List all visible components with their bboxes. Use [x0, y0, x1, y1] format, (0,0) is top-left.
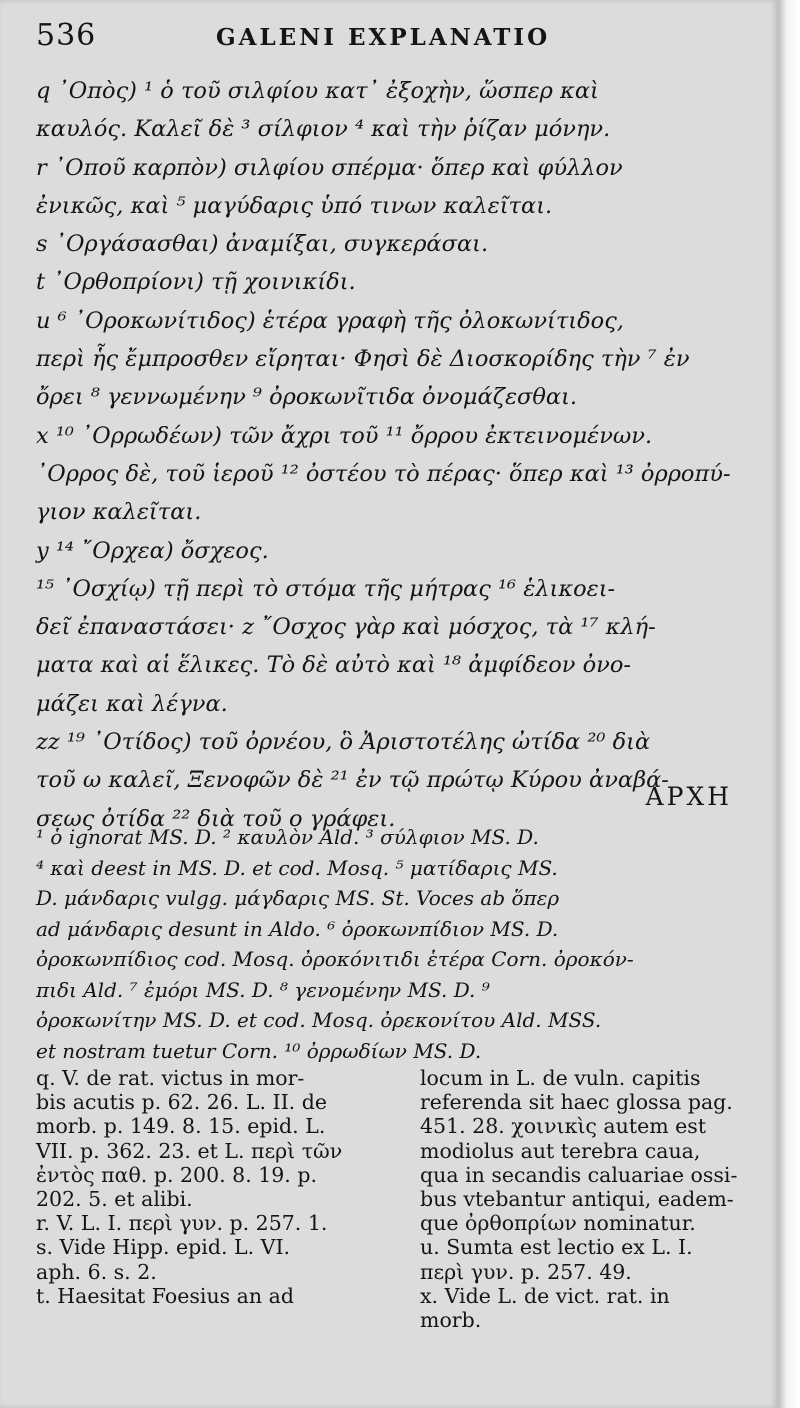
- text-line: περὶ ἧς ἔμπροσθεν εἴρηται· Φησὶ δὲ Διοσκορίδης τὴν ⁷ ἐν: [36, 346, 690, 373]
- note-line: 202. 5. et alibi.: [36, 1187, 193, 1212]
- text-line: y ¹⁴ ῎Ορχεα) ὄσχεος.: [36, 537, 269, 564]
- note-line: ἐντὸς παθ. p. 200. 8. 19. p.: [36, 1162, 317, 1187]
- text-line: ὄρει ⁸ γεννωμένην ⁹ ὀροκωνῖτιδα ὀνομάζεσθαι.: [36, 384, 578, 411]
- text-line: καυλός. Καλεῖ δὲ ³ σίλφιον ⁴ καὶ τὴν ῥίζαν μόνην.: [36, 116, 611, 143]
- text-line: σεως ὀτίδα ²² διὰ τοῦ ο γράφει.: [36, 805, 396, 832]
- text-line: ᾿Ορρος δὲ, τοῦ ἱεροῦ ¹² ὀστέου τὸ πέρας· ὅπερ καὶ ¹³ ὀρροπύ-: [36, 460, 731, 487]
- text-line: s ᾿Οργάσασθαι) ἀναμίξαι, συγκεράσαι.: [36, 231, 489, 258]
- note-line: que ὀρθοπρίων nominatur.: [420, 1211, 696, 1236]
- variant-line: D. μάνδαρις vulgg. μάγδαρις MS. St. Voces ab ὅπερ: [36, 886, 560, 910]
- text-line: ἐνικῶς, καὶ ⁵ μαγύδαρις ὑπό τινων καλεῖται.: [36, 192, 553, 219]
- note-line: morb.: [420, 1308, 482, 1333]
- note-line: aph. 6. s. 2.: [36, 1259, 157, 1284]
- text-line: x ¹⁰ ᾿Ορρωδέων) τῶν ἄχρι τοῦ ¹¹ ὄρρου ἐκτεινομένων.: [36, 422, 653, 449]
- variant-line: ad μάνδαρις desunt in Aldo. ⁶ ὀροκωνπίδιον MS. D.: [36, 916, 559, 941]
- variant-line: πιδι Ald. ⁷ ἐμόρι MS. D. ⁸ γενομένην MS. D. ⁹: [36, 977, 490, 1002]
- variant-readings: [36, 822, 756, 1066]
- note-line: r. V. L. I. περὶ γυν. p. 257. 1.: [36, 1211, 328, 1236]
- footnotes: [36, 1066, 766, 1396]
- text-line: zz ¹⁹ ᾿Οτίδος) τοῦ ὀρνέου, ὃ Ἀριστοτέλης ὠτίδα ²⁰ διὰ: [36, 729, 651, 756]
- note-line: q. V. de rat. victus in mor-: [36, 1066, 305, 1090]
- note-line: περὶ γυν. p. 257. 49.: [420, 1259, 632, 1284]
- note-line: t. Haesitat Foesius an ad: [36, 1283, 294, 1308]
- note-line: VII. p. 362. 23. et L. περὶ τῶν: [36, 1138, 343, 1163]
- note-line: referenda sit haec glossa pag.: [420, 1090, 733, 1115]
- page-number: 536: [36, 18, 97, 53]
- page-header: [36, 18, 756, 58]
- text-line: q ᾿Οπὸς) ¹ ὁ τοῦ σιλφίου κατ᾿ ἐξοχὴν, ὥσπερ καὶ: [36, 78, 599, 104]
- text-line: τοῦ ω καλεῖ, Ξενοφῶν δὲ ²¹ ἐν τῷ πρώτῳ Κύρου ἀναβά-: [36, 767, 669, 794]
- text-line: γιον καλεῖται.: [36, 499, 202, 526]
- text-line: μάζει καὶ λέγνα.: [36, 690, 228, 717]
- variant-line: ὀροκωνπίδιος cod. Mosq. ὀροκόνιτιδι ἑτέρα Corn. ὀροκόν-: [36, 947, 634, 971]
- variant-line: ⁴ καὶ deest in MS. D. et cod. Mosq. ⁵ ματίδαρις MS.: [36, 855, 558, 880]
- main-text-block: [36, 72, 748, 838]
- variant-line: et nostram tuetur Corn. ¹⁰ ὀρρωδίων MS. D.: [36, 1038, 482, 1063]
- running-title: GALENI EXPLANATIO: [216, 24, 551, 51]
- text-line: ματα καὶ αἱ ἕλικες. Τὸ δὲ αὐτὸ καὶ ¹⁸ ἀμφίδεον ὀνο-: [36, 652, 631, 679]
- note-line: u. Sumta est lectio ex L. I.: [420, 1235, 693, 1260]
- variant-line: ὀροκωνίτην MS. D. et cod. Mosq. ὀρεκονίτου Ald. MSS.: [36, 1008, 602, 1032]
- next-heading: ΑΡΧΗ: [645, 782, 732, 811]
- variant-line: ¹ ὁ ignorat MS. D. ² καυλὸν Ald. ³ σύλφιον MS. D.: [36, 825, 539, 849]
- text-line: δεῖ ἐπαναστάσει· z ῎Οσχος γὰρ καὶ μόσχος, τὰ ¹⁷ κλή-: [36, 614, 656, 641]
- note-line: locum in L. de vuln. capitis: [420, 1066, 701, 1090]
- footnotes-left-column: [36, 1066, 391, 1308]
- text-line: ¹⁵ ᾿Οσχίῳ) τῇ περὶ τὸ στόμα τῆς μήτρας ¹⁶ ἑλικοει-: [36, 575, 616, 602]
- note-line: modiolus aut terebra caua,: [420, 1138, 701, 1163]
- note-line: 451. 28. χοινικὶς autem est: [420, 1114, 707, 1139]
- note-line: bus vtebantur antiqui, eadem-: [420, 1187, 734, 1212]
- note-line: morb. p. 149. 8. 15. epid. L.: [36, 1114, 326, 1139]
- page-edge: [778, 0, 800, 1408]
- note-line: s. Vide Hipp. epid. L. VI.: [36, 1235, 291, 1260]
- text-line: u ⁶ ᾿Ορoκωνίτιδος) ἑτέρα γραφὴ τῆς ὀλοκωνίτιδος,: [36, 307, 624, 334]
- note-line: bis acutis p. 62. 26. L. II. de: [36, 1090, 327, 1115]
- note-line: qua in secandis caluariae ossi-: [420, 1162, 738, 1187]
- note-line: x. Vide L. de vict. rat. in: [420, 1283, 670, 1308]
- text-line: r ᾿Οποῦ καρπὸν) σιλφίου σπέρμα· ὅπερ καὶ φύλλον: [36, 154, 623, 181]
- footnotes-right-column: [420, 1066, 775, 1332]
- text-line: t ᾿Ορθοπρίονι) τῇ χοινικίδι.: [36, 269, 356, 296]
